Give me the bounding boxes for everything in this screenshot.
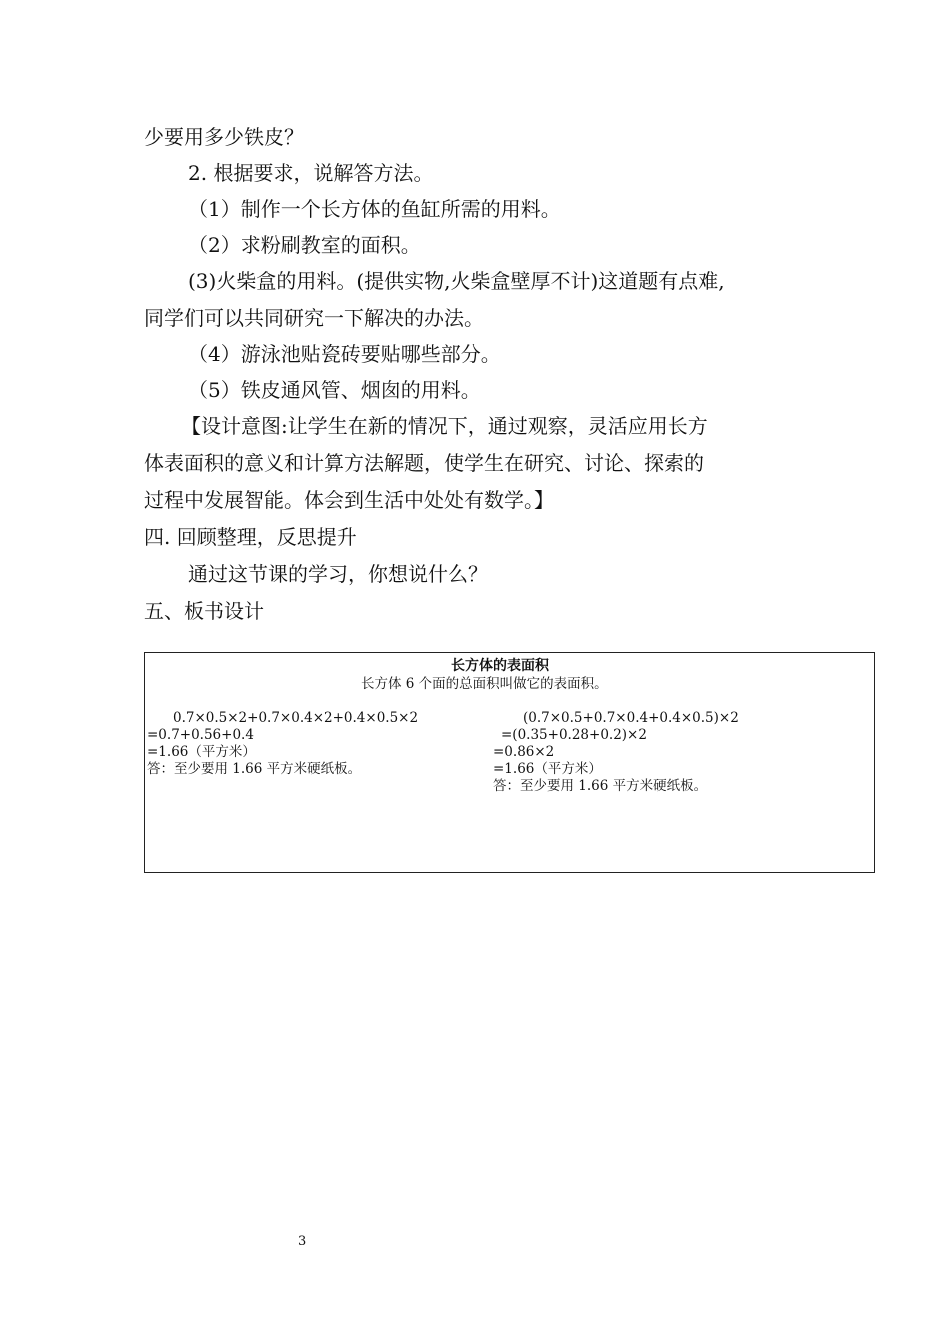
body-line-5: (3)火柴盒的用料。(提供实物,火柴盒壁厚不计)这道题有点难,: [188, 269, 725, 293]
board-title: 长方体的表面积: [451, 658, 549, 674]
board-right-line-4: =1.66（平方米）: [493, 761, 602, 777]
page-number: 3: [298, 1234, 307, 1249]
board-right-line-1: (0.7×0.5+0.7×0.4+0.4×0.5)×2: [523, 710, 739, 726]
body-line-4: （2）求粉刷教室的面积。: [188, 233, 421, 257]
design-intent-line-3: 过程中发展智能。体会到生活中处处有数学。】: [144, 488, 554, 512]
board-right-line-2: =(0.35+0.28+0.2)×2: [501, 727, 647, 743]
body-line-1: 少要用多少铁皮？: [144, 125, 304, 149]
board-right-answer: 答：至少要用 1.66 平方米硬纸板。: [493, 778, 708, 794]
board-design-box: [144, 652, 875, 873]
board-right-line-3: =0.86×2: [493, 744, 555, 760]
body-line-3: （1）制作一个长方体的鱼缸所需的用料。: [188, 197, 561, 221]
board-left-line-1: 0.7×0.5×2+0.7×0.4×2+0.4×0.5×2: [173, 710, 419, 726]
board-left-line-2: =0.7+0.56+0.4: [147, 727, 254, 743]
body-line-6: 同学们可以共同研究一下解决的办法。: [144, 306, 484, 330]
section-heading-review: 四. 回顾整理，反思提升: [144, 525, 357, 549]
board-left-line-3: =1.66（平方米）: [147, 744, 256, 760]
design-intent-line-1: 【设计意图:让学生在新的情况下，通过观察，灵活应用长方: [181, 414, 708, 438]
body-line-8: （5）铁皮通风管、烟囱的用料。: [188, 378, 481, 402]
section-heading-board-design: 五、板书设计: [144, 599, 264, 623]
body-line-7: （4）游泳池贴瓷砖要贴哪些部分。: [188, 342, 501, 366]
board-left-answer: 答：至少要用 1.66 平方米硬纸板。: [147, 761, 362, 777]
body-line-2: 2. 根据要求，说解答方法。: [188, 161, 434, 185]
board-subtitle: 长方体 6 个面的总面积叫做它的表面积。: [361, 676, 608, 692]
design-intent-line-2: 体表面积的意义和计算方法解题，使学生在研究、讨论、探索的: [144, 451, 704, 475]
body-line-question: 通过这节课的学习，你想说什么？: [188, 562, 488, 586]
